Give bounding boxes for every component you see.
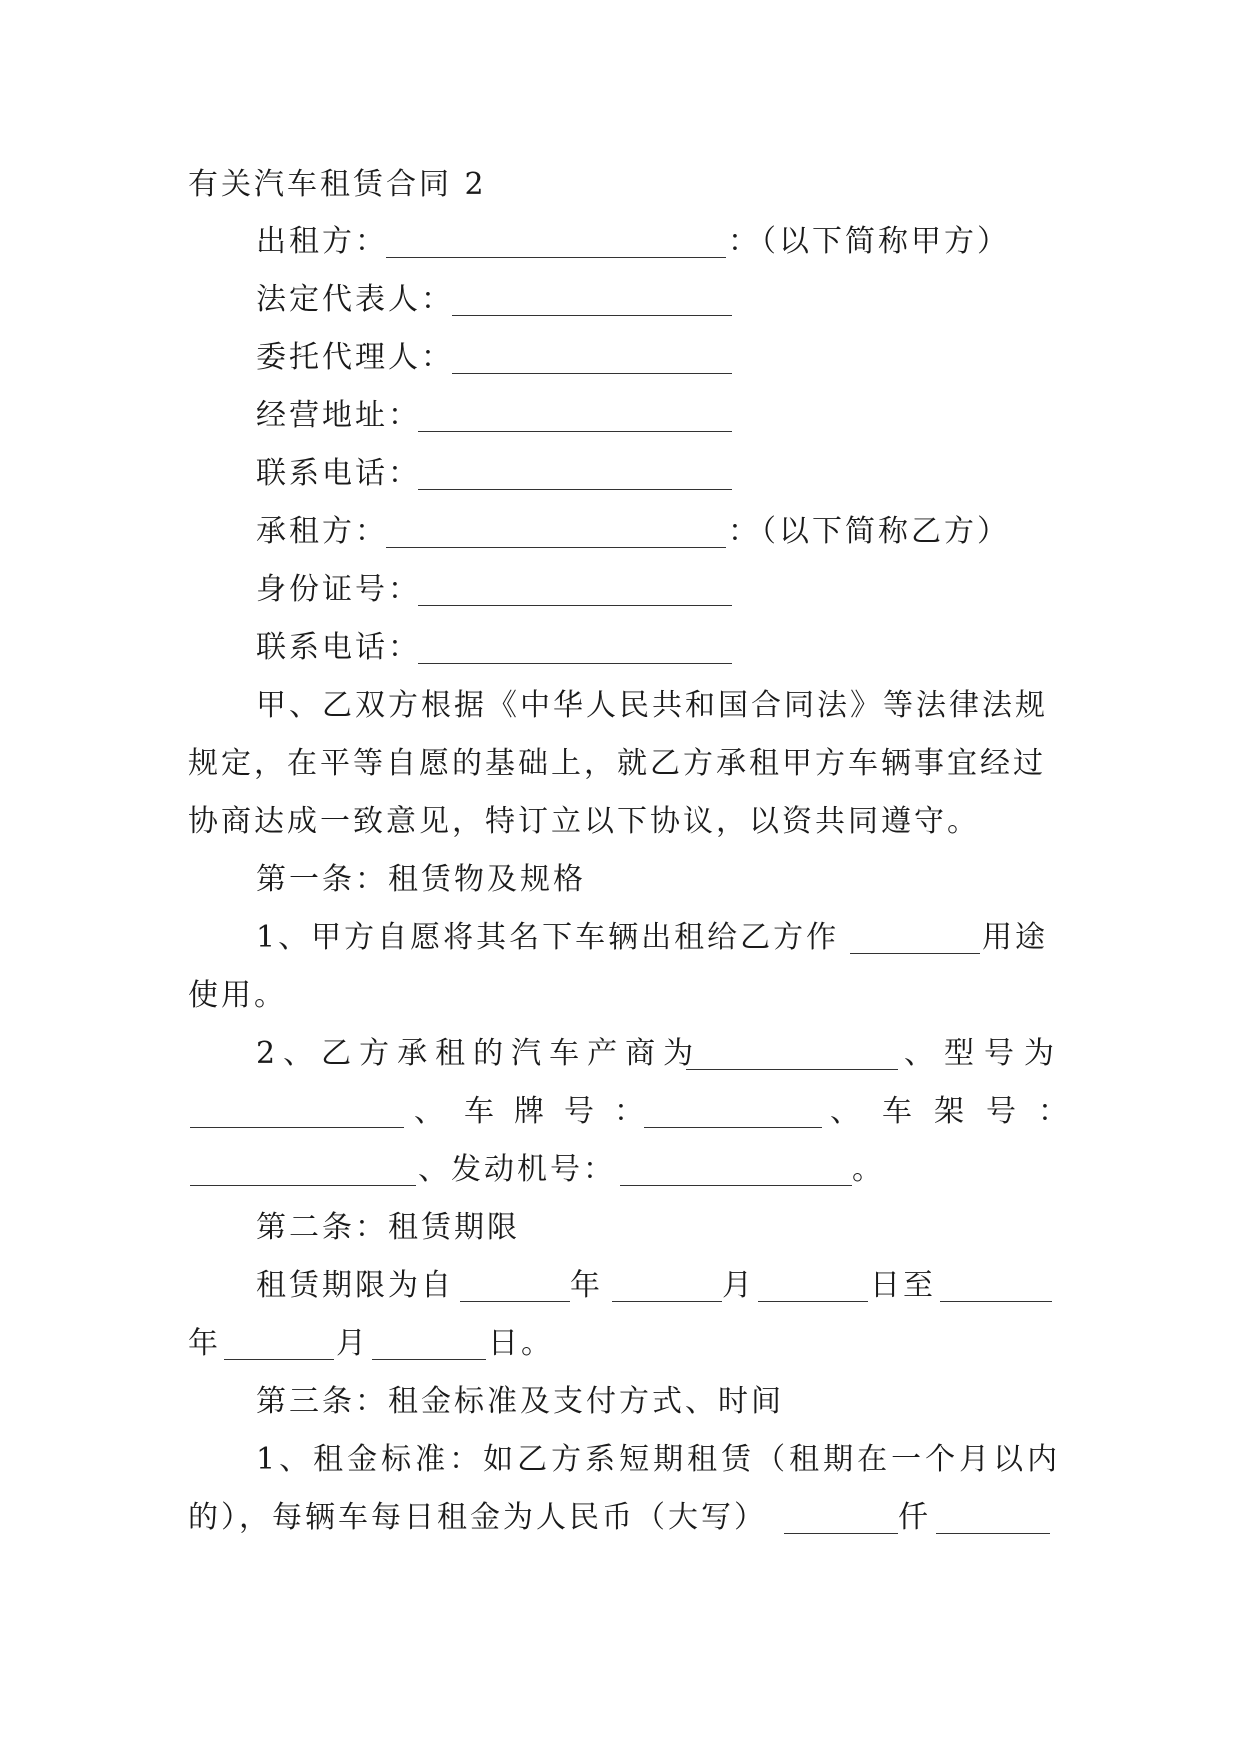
article3-heading-line xyxy=(0,1373,1241,1431)
article1-item2-line xyxy=(0,1025,1241,1083)
lessee-phone-blank[interactable] xyxy=(418,633,732,664)
article1-item1-line xyxy=(0,909,1241,967)
address-label: 经营地址： xyxy=(256,398,421,433)
document-title: 有关汽车租赁合同 2 xyxy=(188,167,487,202)
lessor-name-blank[interactable] xyxy=(386,227,726,258)
preamble-line-2 xyxy=(0,735,1241,793)
engine-label: 、发动机号： xyxy=(418,1152,616,1187)
engine-blank[interactable] xyxy=(620,1155,852,1186)
article1-item1-cont: 使用。 xyxy=(188,978,287,1013)
article2-heading-line xyxy=(0,1199,1241,1257)
legal-rep-line xyxy=(0,271,1241,329)
end-year-blank-start[interactable] xyxy=(940,1271,1052,1302)
lessee-label: 承租方： xyxy=(256,514,388,549)
lessor-line xyxy=(0,213,1241,271)
lessor-phone-blank[interactable] xyxy=(418,459,732,490)
article2-period-line-2 xyxy=(0,1315,1241,1373)
model-blank[interactable] xyxy=(190,1097,404,1128)
agent-line xyxy=(0,329,1241,387)
plate-blank[interactable] xyxy=(644,1097,822,1128)
end-day-blank[interactable] xyxy=(372,1329,486,1360)
vin-blank[interactable] xyxy=(190,1155,416,1186)
article3-item1-cont: 的），每辆车每日租金为人民币（大写） xyxy=(188,1500,767,1535)
article1-item1-usage: 用途 xyxy=(982,920,1048,955)
thousand-text: 仟 xyxy=(898,1500,931,1535)
model-label: 、型号为 xyxy=(904,1036,1064,1071)
article2-heading: 第二条：租赁期限 xyxy=(256,1210,520,1245)
start-year-blank[interactable] xyxy=(460,1271,570,1302)
end-year-text: 年 xyxy=(188,1326,221,1361)
start-month-text: 月 xyxy=(722,1268,755,1303)
lessee-line xyxy=(0,503,1241,561)
lessee-phone-label: 联系电话： xyxy=(256,630,421,665)
id-label: 身份证号： xyxy=(256,572,421,607)
preamble-text-2: 规定，在平等自愿的基础上，就乙方承租甲方车辆事宜经过 xyxy=(188,746,1046,781)
start-month-blank[interactable] xyxy=(612,1271,722,1302)
vin-label: 、车架号： xyxy=(830,1094,1090,1129)
document-title-line xyxy=(0,156,1241,214)
agent-blank[interactable] xyxy=(452,343,732,374)
article1-item1-cont-line xyxy=(0,967,1241,1025)
rent-hundred-blank[interactable] xyxy=(936,1503,1050,1534)
article1-heading: 第一条：租赁物及规格 xyxy=(256,862,586,897)
legal-rep-label: 法定代表人： xyxy=(256,282,454,317)
article2-period-line xyxy=(0,1257,1241,1315)
article1-item2-line-3 xyxy=(0,1141,1241,1199)
id-blank[interactable] xyxy=(418,575,732,606)
agent-label: 委托代理人： xyxy=(256,340,454,375)
day-to-text: 日至 xyxy=(870,1268,936,1303)
article3-heading: 第三条：租金标准及支付方式、时间 xyxy=(256,1384,784,1419)
lessee-phone-line xyxy=(0,619,1241,677)
start-year-text: 年 xyxy=(570,1268,603,1303)
preamble-line-1 xyxy=(0,677,1241,735)
start-day-blank[interactable] xyxy=(758,1271,868,1302)
period-label: 租赁期限为自 xyxy=(256,1268,454,1303)
lessor-suffix: ：（以下简称甲方） xyxy=(728,224,1010,259)
end-month-blank[interactable] xyxy=(224,1329,334,1360)
article1-item2-line-2 xyxy=(0,1083,1241,1141)
address-blank[interactable] xyxy=(418,401,732,432)
manufacturer-blank[interactable] xyxy=(686,1039,898,1070)
lessor-phone-label: 联系电话： xyxy=(256,456,421,491)
rent-thousand-blank[interactable] xyxy=(784,1503,898,1534)
id-line xyxy=(0,561,1241,619)
article1-item1-text: 1、甲方自愿将其名下车辆出租给乙方作 xyxy=(256,920,840,955)
article3-item1-line-2 xyxy=(0,1489,1241,1547)
lessor-label: 出租方： xyxy=(256,224,388,259)
preamble-text-3: 协商达成一致意见，特订立以下协议，以资共同遵守。 xyxy=(188,804,980,839)
preamble-text-1: 甲、乙双方根据《中华人民共和国合同法》等法律法规 xyxy=(256,688,1048,723)
end-day-text: 日。 xyxy=(488,1326,554,1361)
lessee-suffix: ：（以下简称乙方） xyxy=(728,514,1010,549)
usage-blank[interactable] xyxy=(850,923,980,954)
article1-heading-line xyxy=(0,851,1241,909)
legal-rep-blank[interactable] xyxy=(452,285,732,316)
end-month-text: 月 xyxy=(336,1326,369,1361)
engine-end: 。 xyxy=(852,1152,885,1187)
article3-item1-line xyxy=(0,1431,1241,1489)
preamble-line-3 xyxy=(0,793,1241,851)
article3-item1-text: 1、租金标准：如乙方系短期租赁（租期在一个月以内 xyxy=(256,1442,1062,1477)
lessee-name-blank[interactable] xyxy=(386,517,726,548)
plate-label: 、车牌号： xyxy=(414,1094,664,1129)
article1-item2-text: 2、乙方承租的汽车产商为 xyxy=(256,1036,702,1071)
address-line xyxy=(0,387,1241,445)
lessor-phone-line xyxy=(0,445,1241,503)
